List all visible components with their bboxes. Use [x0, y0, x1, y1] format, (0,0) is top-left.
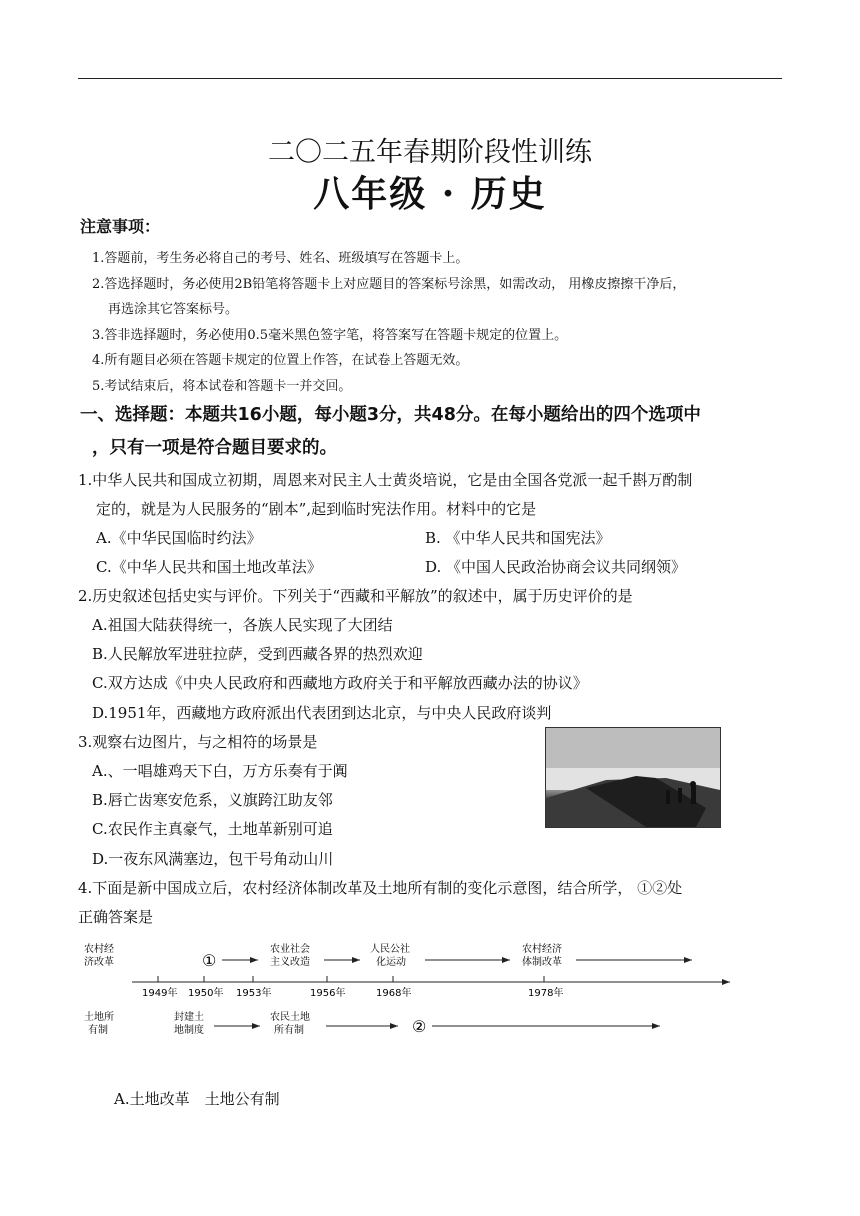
notice-item: 3.答非选择题时，务必使用0.5毫米黑色签字笔，将答案写在答题卡规定的位置上。 — [92, 328, 568, 343]
stage-feudal-land-system: 地制度 — [174, 1025, 204, 1036]
row-label-reform: 济改革 — [84, 957, 114, 968]
notice-item: 5.考试结束后，将本试卷和答题卡一并交回。 — [92, 379, 352, 394]
question-2-option-d: D.1951年，西藏地方政府派出代表团到达北京，与中央人民政府谈判 — [92, 704, 552, 722]
row-label-land: 土地所 — [84, 1012, 114, 1023]
question-3-option-a: A.、一唱雄鸡天下白，万方乐奏有于阗 — [92, 762, 348, 780]
question-2-option-c: C.双方达成《中央人民政府和西藏地方政府关于和平解放西藏办法的协议》 — [92, 674, 588, 692]
stage-economic-reform: 体制改革 — [522, 957, 562, 968]
stage-peasant-land-ownership: 农民土地 — [270, 1012, 310, 1023]
question-1-option-b: B. 《中华人民共和国宪法》 — [425, 529, 611, 547]
question-3-stem: 3.观察右边图片，与之相符的场景是 — [78, 733, 318, 751]
year-tick-label: 1953年 — [236, 988, 272, 999]
question-4-stem: 4.下面是新中国成立后，农村经济体制改革及土地所有制的变化示意图，结合所学， ①②处 — [78, 879, 683, 897]
notice-item: 1.答题前，考生务必将自己的考号、姓名、班级填写在答题卡上。 — [92, 251, 469, 266]
year-tick-label: 1949年 — [142, 988, 178, 999]
notice-item: 再选涂其它答案标号。 — [108, 302, 239, 317]
question-2-stem: 2.历史叙述包括史实与评价。下列关于“西藏和平解放”的叙述中，属于历史评价的是 — [78, 587, 633, 605]
exam-title: 二〇二五年春期阶段性训练 — [268, 137, 592, 168]
row-label-land: 有制 — [88, 1025, 108, 1036]
stage-economic-reform: 农村经济 — [522, 944, 562, 955]
year-tick-label: 1968年 — [376, 988, 412, 999]
blank-marker-1: ① — [202, 951, 217, 970]
notice-heading: 注意事项： — [80, 217, 161, 236]
stage-socialist-transformation: 农业社会 — [270, 944, 310, 955]
row-label-reform: 农村经 — [84, 944, 114, 955]
stage-commune-movement: 人民公社 — [370, 944, 410, 955]
top-rule — [78, 78, 782, 79]
notice-item: 2.答选择题时，务必使用2B铅笔将答题卡上对应题目的答案标号涂黑，如需改动， 用橡皮擦擦干净后， — [92, 277, 686, 292]
question-1-stem: 1.中华人民共和国成立初期，周恩来对民主人士黄炎培说，它是由全国各党派一起千斟万酌制 — [78, 471, 693, 489]
stage-feudal-land-system: 封建土 — [174, 1012, 204, 1023]
question-3-option-d: D.一夜东风满塞边，包干号角动山川 — [92, 850, 334, 868]
section-heading-cont: ，只有一项是符合题目要求的。 — [92, 438, 337, 458]
question-1-option-c: C.《中华人民共和国土地改革法》 — [96, 558, 322, 576]
year-tick-label: 1950年 — [188, 988, 224, 999]
section-heading: 一、选择题：本题共16小题，每小题3分，共48分。在每小题给出的四个选项中 — [80, 405, 701, 425]
stage-peasant-land-ownership: 所有制 — [274, 1025, 304, 1036]
question-4-stem-cont: 正确答案是 — [78, 908, 154, 926]
blank-marker-2: ② — [412, 1017, 427, 1036]
subject-title: 八年级 · 历史 — [313, 173, 547, 215]
stage-socialist-transformation: 主义改造 — [270, 957, 310, 968]
historical-photo — [545, 727, 721, 828]
year-tick-label: 1978年 — [528, 988, 564, 999]
question-3-option-b: B.唇亡齿寒安危系，义旗跨江助友邻 — [92, 791, 333, 809]
notice-item: 4.所有题目必须在答题卡规定的位置上作答，在试卷上答题无效。 — [92, 353, 469, 368]
question-1-option-a: A.《中华民国临时约法》 — [96, 529, 262, 547]
question-1-option-d: D. 《中国人民政治协商会议共同纲领》 — [425, 558, 687, 576]
year-tick-label: 1956年 — [310, 988, 346, 999]
question-2-option-a: A.祖国大陆获得统一，各族人民实现了大团结 — [92, 616, 393, 634]
stage-commune-movement: 化运动 — [376, 957, 406, 968]
question-3-option-c: C.农民作主真豪气，土地革新别可追 — [92, 820, 333, 838]
land-system-diagram — [80, 938, 780, 1048]
question-2-option-b: B.人民解放军进驻拉萨，受到西藏各界的热烈欢迎 — [92, 645, 423, 663]
question-4-option-a: A.土地改革 土地公有制 — [114, 1090, 280, 1108]
question-1-stem-cont: 定的，就是为人民服务的“剧本”,起到临时宪法作用。材料中的它是 — [96, 500, 537, 518]
